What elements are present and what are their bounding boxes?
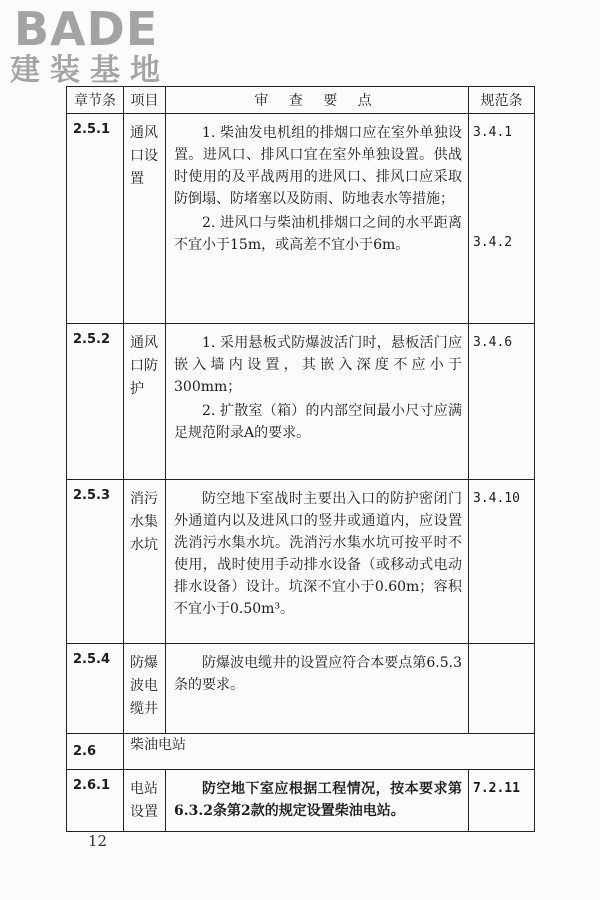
table-row bbox=[67, 480, 535, 644]
ref-text: 3.4.10 bbox=[473, 491, 520, 506]
row-ref bbox=[469, 644, 535, 734]
table-row bbox=[67, 770, 535, 832]
row-ref bbox=[469, 770, 535, 832]
ref-text: 3.4.6 bbox=[473, 335, 513, 350]
table-header-row bbox=[67, 87, 535, 114]
row-points bbox=[166, 644, 469, 734]
watermark-subtitle: 建装基地 bbox=[10, 53, 170, 88]
row-item: 通风口设置 bbox=[124, 114, 166, 324]
row-points bbox=[166, 480, 469, 644]
row-number: 2.5.4 bbox=[67, 644, 124, 734]
row-number: 2.5.2 bbox=[67, 324, 124, 480]
point-text: 2. 扩散室（箱）的内部空间最小尺寸应满足规范附录A的要求。 bbox=[174, 403, 462, 441]
table-row bbox=[67, 114, 535, 324]
row-points bbox=[166, 114, 469, 324]
page-number: 12 bbox=[88, 832, 108, 850]
row-item: 电站设置 bbox=[124, 770, 166, 832]
point-text: 1. 柴油发电机组的排烟口应在室外单独设置。进风口、排风口宜在室外单独设置。供战时使用的及平战两用的进风口、排风口应采取防倒塌、防堵塞以及防雨、防地表水等措施； bbox=[174, 125, 462, 207]
review-table bbox=[66, 86, 535, 832]
point-text: 防空地下室战时主要出入口的防护密闭门外通道内以及进风口的竖井或通道内，应设置洗消污水集水坑。洗消污水集水坑可按平时不使用，战时使用手动排水设备（或移动式电动排水设备）设计。坑深不宜小于0.60m；容积不宜小于0.50m³。 bbox=[174, 491, 462, 617]
ref-text: 3.4.1 bbox=[473, 125, 513, 140]
watermark-logo bbox=[0, 0, 180, 92]
row-item: 防爆波电缆井 bbox=[124, 644, 166, 734]
table-row bbox=[67, 644, 535, 734]
row-number: 2.5.3 bbox=[67, 480, 124, 644]
section-number: 2.6 bbox=[67, 734, 124, 770]
header-points: 审 查 要 点 bbox=[166, 87, 469, 114]
row-number: 2.6.1 bbox=[67, 770, 124, 832]
header-ref: 规范条 bbox=[469, 87, 535, 114]
ref-text: 3.4.2 bbox=[473, 235, 513, 250]
section-title: 柴油电站 bbox=[124, 734, 535, 770]
row-points bbox=[166, 770, 469, 832]
section-row bbox=[67, 734, 535, 770]
point-text: 2. 进风口与柴油机排烟口之间的水平距离不宜小于15m，或高差不宜小于6m。 bbox=[174, 215, 462, 253]
ref-text: 7.2.11 bbox=[473, 781, 520, 796]
point-text: 1. 采用悬板式防爆波活门时，悬板活门应嵌入墙内设置，其嵌入深度不应小于300mm； bbox=[174, 335, 462, 395]
row-ref bbox=[469, 324, 535, 480]
header-item: 项目 bbox=[124, 87, 166, 114]
point-text: 防爆波电缆井的设置应符合本要点第6.5.3条的要求。 bbox=[174, 655, 462, 693]
row-item: 通风口防护 bbox=[124, 324, 166, 480]
row-ref bbox=[469, 480, 535, 644]
table-row bbox=[67, 324, 535, 480]
header-chapter: 章节条 bbox=[67, 87, 124, 114]
row-points bbox=[166, 324, 469, 480]
watermark-brand: BADE bbox=[14, 2, 159, 56]
row-item: 消污水集水坑 bbox=[124, 480, 166, 644]
row-ref bbox=[469, 114, 535, 324]
point-text: 防空地下室应根据工程情况，按本要求第6.3.2条第2款的规定设置柴油电站。 bbox=[174, 781, 462, 819]
row-number: 2.5.1 bbox=[67, 114, 124, 324]
